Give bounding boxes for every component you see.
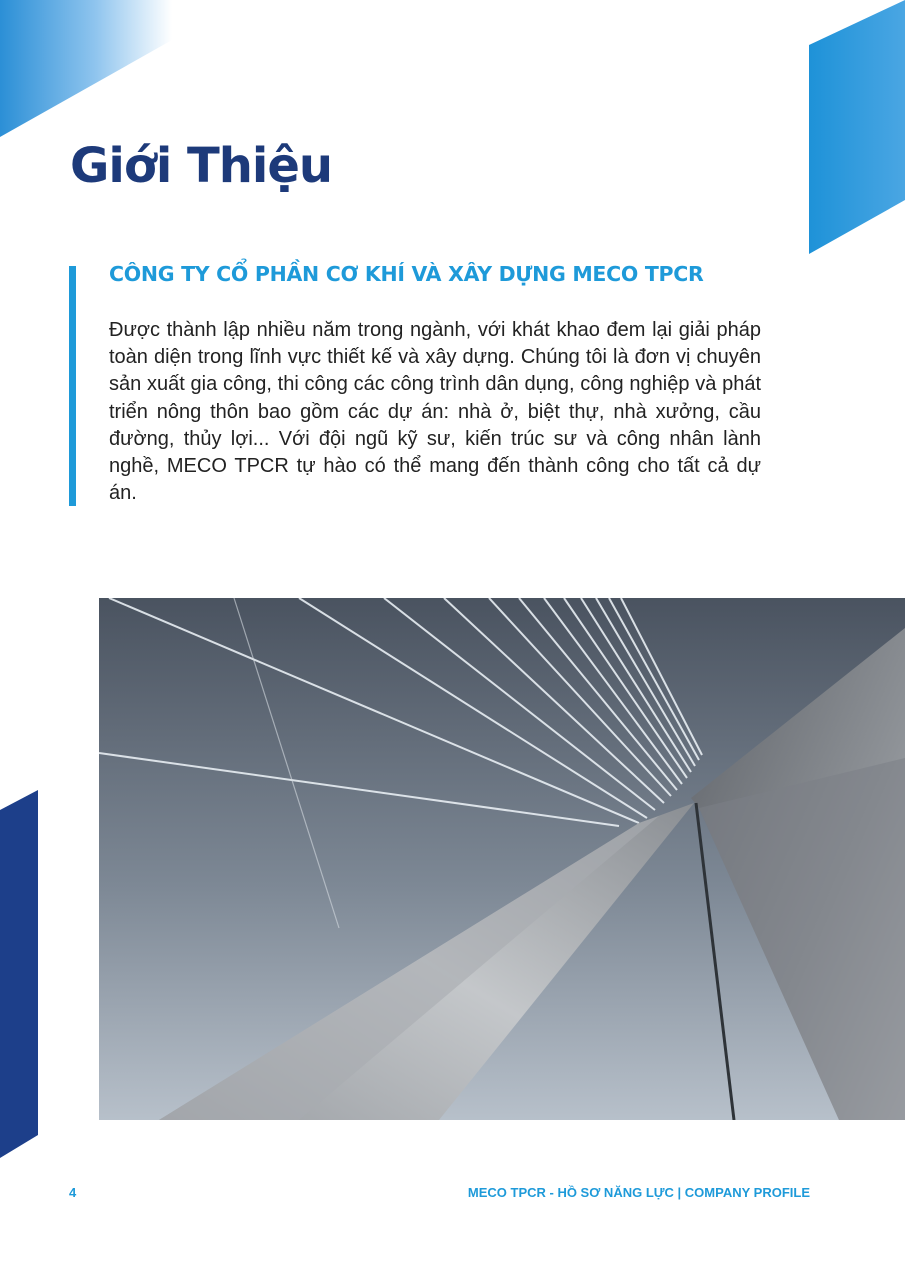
bridge-photo xyxy=(99,598,905,1120)
intro-paragraph: Được thành lập nhiều năm trong ngành, với khát khao đem lại giải pháp toàn diện trong lĩnh vực thiết kế và xây dựng. Chúng tôi là đơn vị chuyên sản xuất gia công, thi công các công trình dân dụng, công nghiệp và phát triển nông thôn bao gồm các dự án: nhà ở, biệt thự, nhà xưởng, cầu đường, thủy lợi... Với đội ngũ kỹ sư, kiến trúc sư và công nhân lành nghề, MECO TPCR tự hào có thể mang đến thành công cho tất cả dự án. xyxy=(109,319,761,505)
side-decoration-left xyxy=(0,790,40,1160)
footer-title: MECO TPCR - HỒ SƠ NĂNG LỰC | COMPANY PROFILE xyxy=(467,1185,810,1200)
corner-decoration-top-left xyxy=(0,0,175,140)
corner-decoration-top-right xyxy=(809,0,905,256)
page-number: 4 xyxy=(69,1185,77,1200)
company-name: CÔNG TY CỔ PHẦN CƠ KHÍ VÀ XÂY DỰNG MECO TPCR xyxy=(109,262,704,286)
page-heading: Giới Thiệu xyxy=(70,138,333,194)
accent-bar xyxy=(69,266,76,506)
